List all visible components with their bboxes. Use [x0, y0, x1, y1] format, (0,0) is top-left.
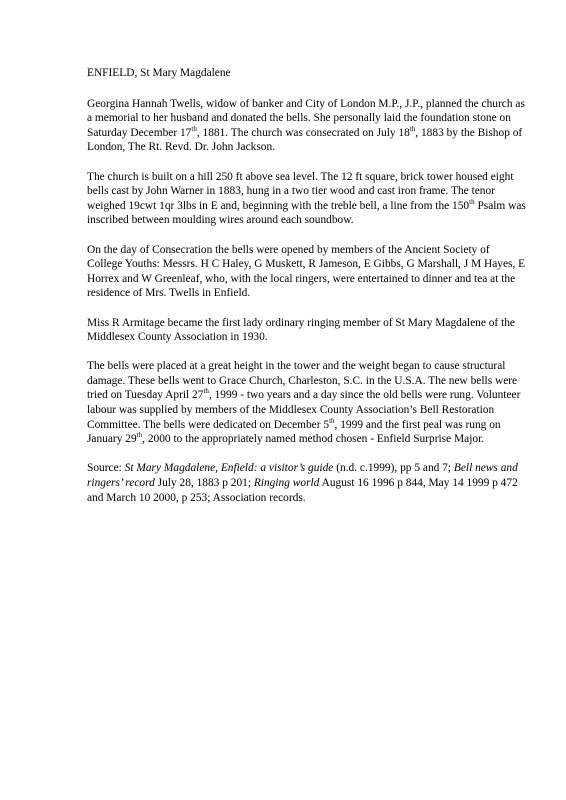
source-title: Ringing world — [253, 477, 320, 490]
document-page — [87, 66, 527, 520]
text: Georgina Hannah Twells, widow of banker and City of London M.P., J.P., planned the church as a memorial to her husband and donated the bells. She personally laid the foundation stone on Saturday December 17 — [87, 97, 525, 139]
ordinal-suffix: th — [203, 387, 209, 396]
source-title: Bell news and ringers’ record — [87, 462, 518, 490]
ordinal-suffix: th — [469, 197, 475, 206]
text: August 16 1996 p 844, May 14 1999 p 472 and March 10 2000, p 253; Association records. — [87, 477, 518, 504]
paragraph-sources — [87, 461, 527, 505]
text: , 2000 to the appropriately named method chosen - Enfield Surprise Major. — [142, 433, 485, 446]
text: Source: — [87, 462, 125, 475]
ordinal-suffix: th — [136, 431, 143, 440]
paragraph-founding — [87, 97, 527, 155]
text: , 1999 - two years and a day since the old bells were rung. Volunteer labour was supplied by members of the Middlesex County Association’s Bell Restoration Committee. The bells were dedicated on December 5 — [87, 389, 521, 431]
paragraph-tower — [87, 170, 527, 228]
paragraph-armitage: Miss R Armitage became the first lady ordinary ringing member of St Mary Magdalene of the Middlesex County Association in 1930. — [87, 316, 515, 344]
text: Psalm was inscribed between moulding wires around each soundbow. — [87, 199, 526, 227]
text: , 1881. The church was consecrated on July 18 — [196, 126, 410, 139]
text: , 1883 by the Bishop of London, The Rt. Revd. Dr. John Jackson. — [87, 126, 523, 154]
paragraph-new-bells — [87, 359, 527, 447]
source-title: St Mary Magdalene, Enfield: a visitor’s guide — [124, 462, 334, 475]
ordinal-suffix: th — [191, 124, 197, 133]
text: July 28, 1883 p 201; — [154, 477, 254, 490]
paragraph-consecration: On the day of Consecration the bells were opened by members of the Ancient Society of College Youths: Messrs. H C Haley, G Muskett, R Jameson, E Gibbs, G Marshall, J M Hayes, E Horrex and W Greenleaf, who, with the local ringers, were entertained to dinner and tea at the residence of Mrs. Twells in Enfield. — [87, 243, 526, 300]
text: , 1999 and the first peal was rung on January 29 — [87, 418, 501, 446]
text: The bells were placed at a great height in the tower and the weight began to cause structural damage. These bells went to Grace Church, Charleston, S.C. in the U.S.A. The new bells were tried on Tuesday April 27 — [87, 360, 518, 402]
document-title: ENFIELD, St Mary Magdalene — [87, 67, 231, 79]
text: (n.d. c.1999), pp 5 and 7; — [333, 462, 454, 475]
ordinal-suffix: th — [329, 416, 335, 425]
text: The church is built on a hill 250 ft above sea level. The 12 ft square, brick tower housed eight bells cast by John Warner in 1883, hung in a two tier wood and cast iron frame. The tenor weighed 19cwt 1qr 3lbs in E and, beginning with the treble bell, a line from the 150 — [87, 170, 514, 212]
ordinal-suffix: th — [409, 124, 416, 133]
